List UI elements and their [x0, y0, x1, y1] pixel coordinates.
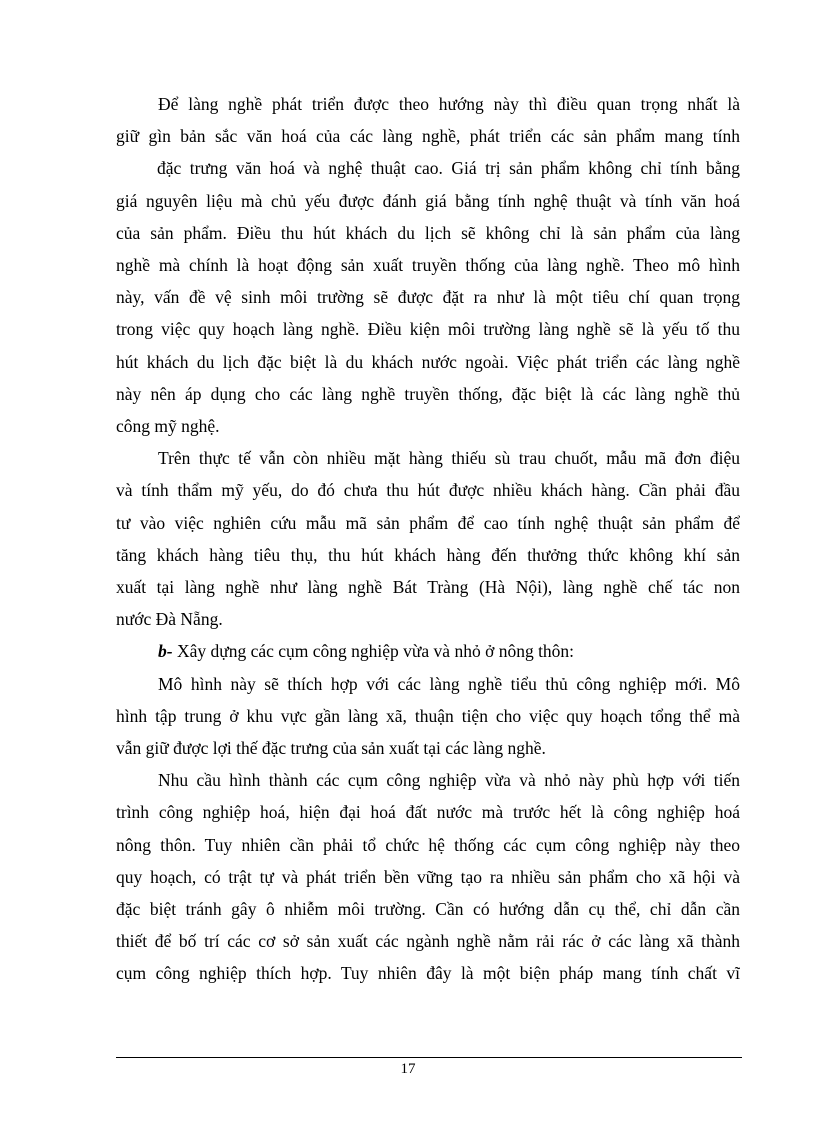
- text-line: cụm công nghiệp thích hợp. Tuy nhiên đây là một biện pháp mang tính chất vĩ: [116, 963, 740, 984]
- page-number: 17: [400, 1061, 416, 1077]
- paragraph-4: [116, 764, 740, 989]
- text-line: Để làng nghề phát triển được theo hướng này thì điều quan trọng nhất là: [158, 94, 740, 114]
- paragraph-3: [116, 668, 740, 765]
- text-line: này nên áp dụng cho các làng nghề truyền thống, đặc biệt là các làng nghề thủ: [116, 383, 740, 404]
- text-line: của sản phẩm. Điều thu hút khách du lịch sẽ không chỉ là sản phẩm của làng: [116, 222, 740, 243]
- text-line: công mỹ nghệ.: [116, 416, 220, 437]
- text-line: đặc trưng văn hoá và nghệ thuật cao. Giá trị sản phẩm không chỉ tính bằng: [157, 158, 740, 179]
- heading-line: [116, 635, 740, 667]
- text-line: tăng khách hàng tiêu thụ, thu hút khách hàng đến thưởng thức không khí sản: [116, 544, 740, 565]
- text-line: giá nguyên liệu mà chủ yếu được đánh giá bằng tính nghệ thuật và tính văn hoá: [116, 190, 740, 211]
- text-line: và tính thẩm mỹ yếu, do đó chưa thu hút được nhiều khách hàng. Cần phải đầu: [116, 480, 740, 501]
- text-line: nông thôn. Tuy nhiên cần phải tổ chức hệ thống các cụm công nghiệp này theo: [116, 834, 740, 855]
- text-line: tư vào việc nghiên cứu mẫu mã sản phẩm để cao tính nghệ thuật sản phẩm để: [116, 512, 740, 533]
- text-line: xuất tại làng nghề như làng nghề Bát Tràng (Hà Nội), làng nghề chế tác non: [116, 577, 740, 598]
- text-line: Nhu cầu hình thành các cụm công nghiệp vừa và nhỏ này phù hợp với tiến: [158, 770, 740, 791]
- text-line: Mô hình này sẽ thích hợp với các làng nghề tiểu thủ công nghiệp mới. Mô: [158, 673, 740, 694]
- text-line: nghề mà chính là hoạt động sản xuất truyền thống của làng nghề. Theo mô hình: [116, 255, 740, 276]
- paragraph-2: [116, 442, 740, 635]
- heading-marker: b-: [158, 641, 173, 662]
- text-line: quy hoạch, có trật tự và phát triển bền vững tạo ra nhiều sản phẩm cho xã hội và: [116, 866, 740, 887]
- text-line: vẫn giữ được lợi thế đặc trưng của sản xuất tại các làng nghề.: [116, 738, 546, 759]
- text-line: thiết để bố trí các cơ sở sản xuất các ngành nghề nằm rải rác ở các làng xã thành: [116, 931, 740, 952]
- text-line: này, vấn đề vệ sinh môi trường sẽ được đặt ra như là một tiêu chí quan trọng: [116, 287, 740, 308]
- paragraph-1: [116, 88, 740, 442]
- footer-divider: [116, 1057, 742, 1058]
- text-line: trong việc quy hoạch làng nghề. Điều kiện môi trường làng nghề sẽ là yếu tố thu: [116, 319, 740, 340]
- section-heading: [116, 635, 740, 667]
- text-line: Trên thực tế vẫn còn nhiều mặt hàng thiếu sù trau chuốt, mẫu mã đơn điệu: [158, 448, 740, 469]
- text-line: đặc biệt tránh gây ô nhiễm môi trường. Cần có hướng dẫn cụ thể, chỉ dẫn cần: [116, 899, 740, 920]
- heading-text: Xây dựng các cụm công nghiệp vừa và nhỏ ở nông thôn:: [172, 641, 575, 662]
- text-line: giữ gìn bản sắc văn hoá của các làng nghề, phát triển các sản phẩm mang tính: [116, 126, 740, 147]
- text-line: nước Đà Nẵng.: [116, 609, 223, 630]
- text-line: hình tập trung ở khu vực gần làng xã, thuận tiện cho việc quy hoạch tổng thể mà: [116, 705, 740, 726]
- text-line: trình công nghiệp hoá, hiện đại hoá đất nước mà trước hết là công nghiệp hoá: [116, 802, 740, 823]
- text-line: hút khách du lịch đặc biệt là du khách nước ngoài. Việc phát triển các làng nghề: [116, 351, 740, 372]
- document-body: [116, 88, 740, 990]
